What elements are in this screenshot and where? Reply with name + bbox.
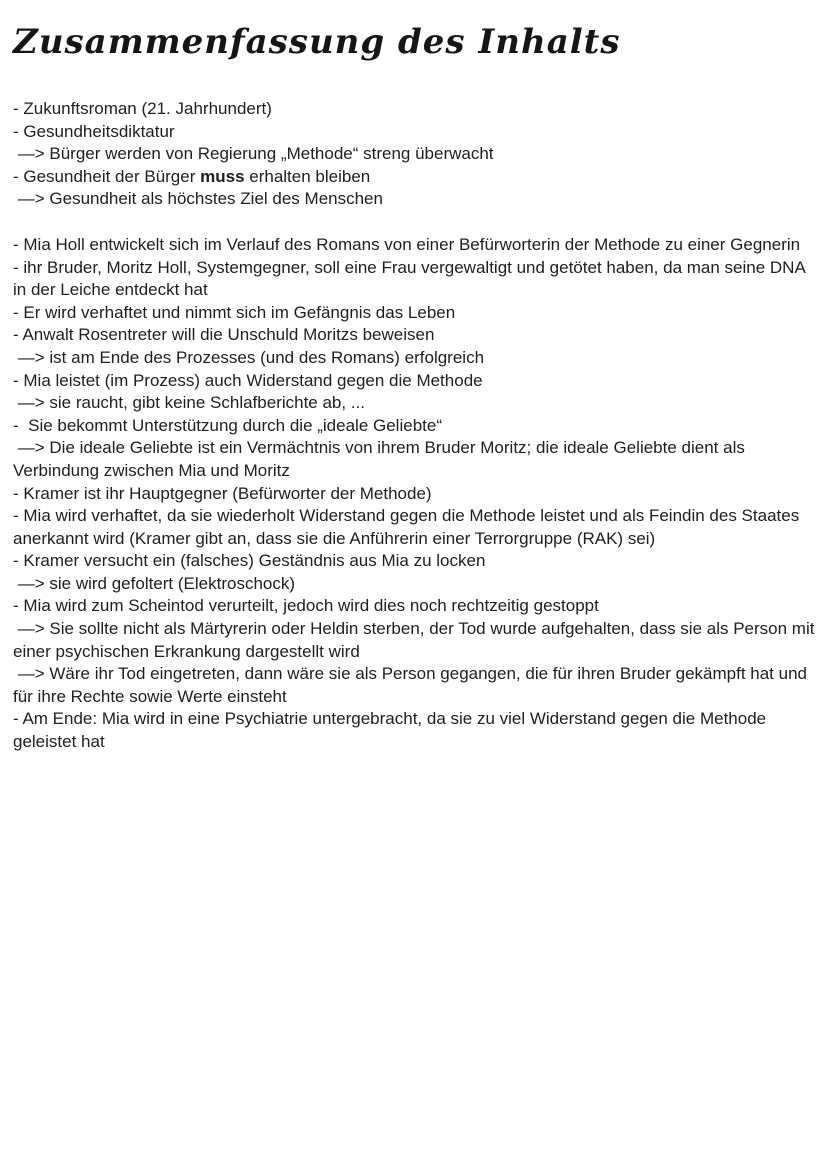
intro-block (13, 98, 816, 211)
text-line: —> Bürger werden von Regierung „Methode“ streng überwacht (13, 144, 494, 164)
text-line: - Mia wird verhaftet, da sie wiederholt Widerstand gegen die Methode leistet und als Feindin des Staates anerkannt wird (Kramer gibt an, dass sie die Anführerin einer Terrorgruppe (RAK) sei) (13, 506, 804, 548)
text-segment: - Gesundheit der Bürger (13, 166, 201, 186)
text-line: - Sie bekommt Unterstützung durch die „ideale Geliebte“ (13, 415, 442, 435)
text-line: - Zukunftsroman (21. Jahrhundert) (13, 99, 272, 118)
text-line: - Gesundheitsdiktatur (13, 121, 175, 141)
bold-emphasis: muss (200, 166, 245, 186)
text-line: —> sie raucht, gibt keine Schlafberichte ab, ... (13, 393, 366, 413)
main-block (13, 234, 820, 754)
text-line: - Kramer versucht ein (falsches) Geständnis aus Mia zu locken (13, 551, 486, 571)
text-line: —> Wäre ihr Tod eingetreten, dann wäre sie als Person gegangen, die für ihren Bruder gekämpft hat und für ihre Rechte sowie Werte einsteht (13, 664, 812, 706)
text-line: —> ist am Ende des Prozesses (und des Romans) erfolgreich (13, 347, 485, 367)
text-line: - Mia Holl entwickelt sich im Verlauf des Romans von einer Befürworterin der Methode zu einer Gegnerin (13, 234, 801, 254)
text-line: —> Die ideale Geliebte ist ein Vermächtnis von ihrem Bruder Moritz; die ideale Geliebte dient als Verbindung zwischen Mia und Moritz (13, 438, 750, 480)
text-line: —> Sie sollte nicht als Märtyrerin oder Heldin sterben, der Tod wurde aufgehalten, dass sie als Person mit einer psychischen Erkrankung dargestellt wird (13, 619, 820, 661)
text-line: - Mia leistet (im Prozess) auch Widerstand gegen die Methode (13, 370, 483, 390)
text-segment: erhalten bleiben (244, 166, 371, 186)
text-line: - Mia wird zum Scheintod verurteilt, jedoch wird dies noch rechtzeitig gestoppt (13, 596, 599, 616)
text-line: —> Gesundheit als höchstes Ziel des Menschen (13, 189, 383, 209)
text-line: - ihr Bruder, Moritz Holl, Systemgegner, soll eine Frau vergewaltigt und getötet haben, da man seine DNA in der Leiche entdeckt hat (13, 257, 810, 300)
text-line: - Anwalt Rosentreter will die Unschuld Moritzs beweisen (13, 325, 435, 345)
document-title: Zusammenfassung des Inhalts (13, 22, 621, 62)
text-line: - Kramer ist ihr Hauptgegner (Befürworter der Methode) (13, 483, 432, 503)
text-line (13, 166, 816, 189)
text-line: - Am Ende: Mia wird in eine Psychiatrie untergebracht, da sie zu viel Widerstand gegen die Methode geleistet hat (13, 709, 771, 752)
text-line: —> sie wird gefoltert (Elektroschock) (13, 573, 296, 593)
text-line: - Er wird verhaftet und nimmt sich im Gefängnis das Leben (13, 302, 456, 322)
